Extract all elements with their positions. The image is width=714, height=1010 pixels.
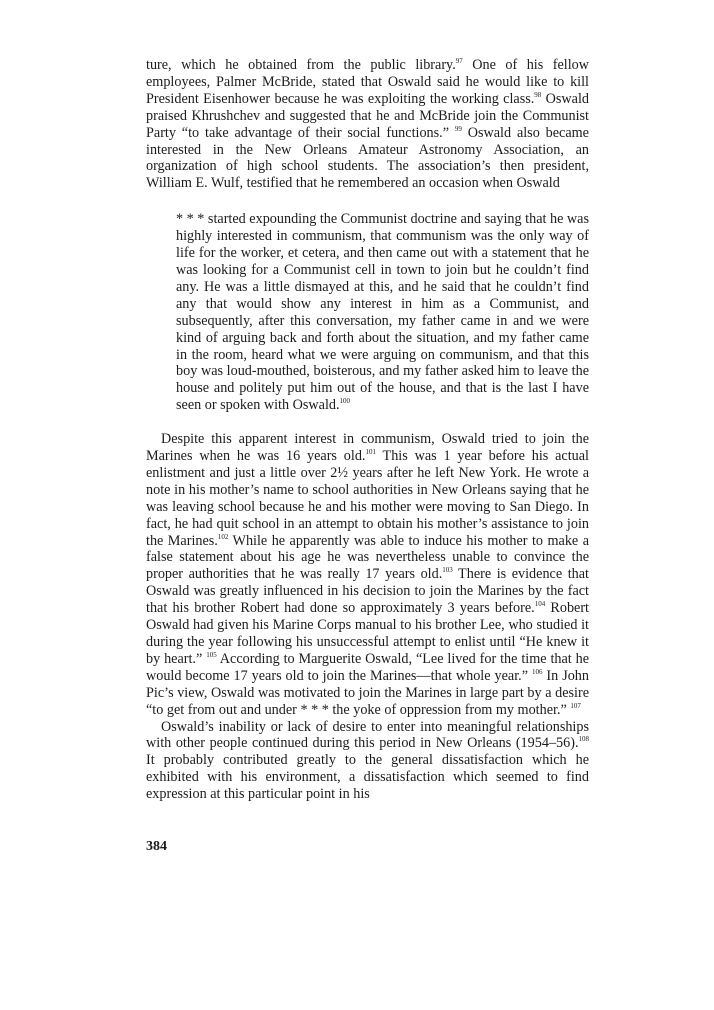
block-quote <box>176 211 589 414</box>
text-run: This was 1 year before his actual enlistment and just a little over 2½ years after he left New York. He wrote a note in his mother’s name to school authorities in New Orleans saying that he was leaving school because he and his mother were moving to San Diego. In fact, he had quit school in an attempt to obtain his mother’s assistance to join the Marines. <box>146 448 589 549</box>
page-number: 384 <box>146 839 167 854</box>
text-run: One of his fellow employees, Palmer McBride, stated that Oswald said he would like to kill President Eisenhower because he was exploiting the working class. <box>146 57 589 107</box>
paragraph <box>146 431 589 718</box>
footnote-marker: 108 <box>578 735 589 744</box>
footnote-marker: 101 <box>365 448 376 457</box>
footnote-marker: 104 <box>534 600 546 609</box>
footnote-marker: 107 <box>570 701 581 710</box>
footnote-marker: 102 <box>217 532 229 541</box>
text-run: According to Marguerite Oswald, “Lee lived for the time that he would become 17 years old to join the Marines—that whole year.” <box>146 650 590 684</box>
text-run: ture, which he obtained from the public library. <box>146 57 456 73</box>
text-run: While he apparently was able to induce his mother to make a false statement about his age he was nevertheless unable to convince the proper authorities that he was really 17 years old. <box>146 532 589 583</box>
text-run: Robert Oswald had given his Marine Corps manual to his brother Lee, who studied it during the year following his unsuccessful attempt to enlist until “He knew it by heart.” <box>146 600 590 667</box>
text-run: Despite this apparent interest in communism, Oswald tried to join the Marines when he was 16 years old. <box>146 431 589 465</box>
footnote-marker: 100 <box>339 397 351 406</box>
footnote-marker: 97 <box>455 57 463 65</box>
text-run: In John Pic’s view, Oswald was motivated to join the Marines in large part by a desire “to get from out and under * * * the yoke of oppression from my mother.” <box>146 667 589 718</box>
footnote-marker: 106 <box>531 667 543 676</box>
footnote-marker: 99 <box>454 124 462 133</box>
text-run: Oswald praised Khrushchev and suggested that he and McBride join the Communist Party “to take advantage of their social functions.” <box>146 90 589 141</box>
footnote-marker: 103 <box>442 566 453 575</box>
paragraph <box>146 57 589 192</box>
document-page <box>146 57 589 803</box>
text-run: Oswald also became interested in the New Orleans Amateur Astronomy Association, an organization of high school students. The association’s then president, William E. Wulf, testified that he remembered an occasion when Oswald <box>146 124 589 192</box>
footnote-marker: 105 <box>206 650 217 659</box>
text-run: Oswald’s inability or lack of desire to enter into meaningful relationships with other people continued during this period in New Orleans (1954–56). <box>146 718 589 752</box>
text-run: There is evidence that Oswald was greatly influenced in his decision to join the Marines by the fact that his brother Robert had done so approximately 3 years before. <box>146 566 589 617</box>
text-run: * * * started expounding the Communist doctrine and saying that he was highly interested in communism, that communism was the only way of life for the worker, et cetera, and then came out with a statement that he was looking for a Communist cell in town to join but he couldn’t find any. He was a little dismayed at this, and he said that he couldn’t find any that would show any interest in him as a Communist, and subsequently, after this conversation, my father came in and we were kind of arguing back and forth about the situation, and my father came in the room, heard what we were arguing on communism, and that this boy was loud-mouthed, boisterous, and my father asked him to leave the house and politely put him out of the house, and that is the last I have seen or spoken with Oswald. <box>176 211 589 414</box>
text-run: It probably contributed greatly to the general dissatisfaction which he exhibited with his environment, a dissatisfaction which seemed to find expression at this particular point in his <box>146 752 589 803</box>
footnote-marker: 98 <box>534 90 542 99</box>
paragraph <box>146 719 589 804</box>
